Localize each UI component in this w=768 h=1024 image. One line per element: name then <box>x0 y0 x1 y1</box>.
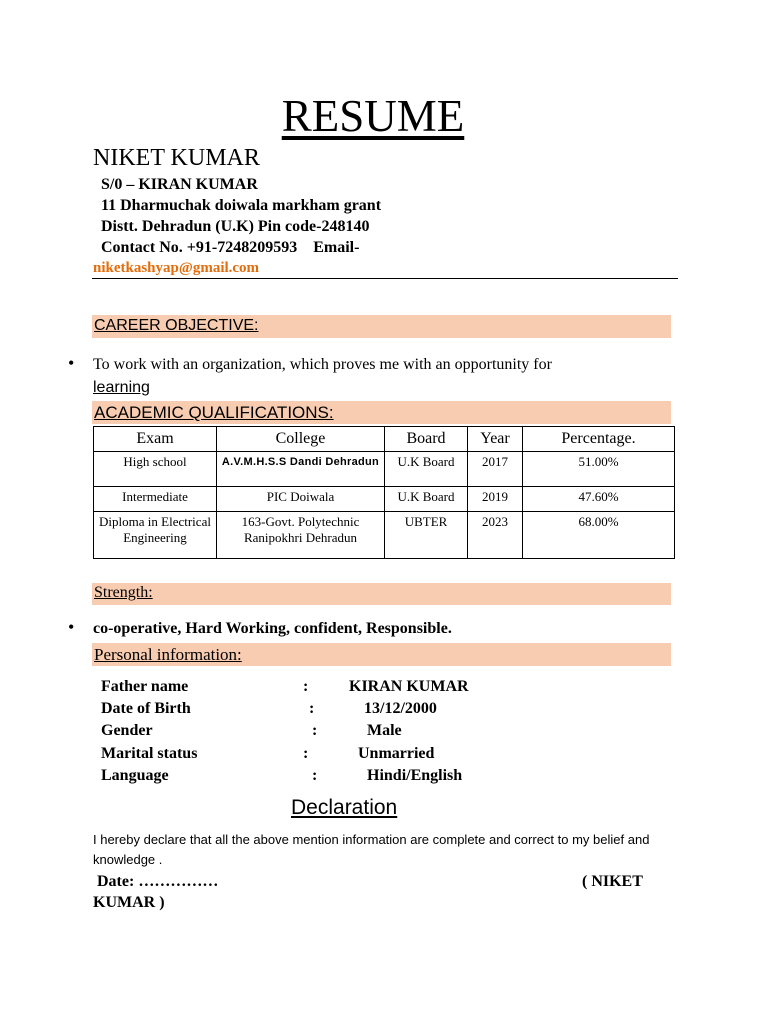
address-line-street: 11 Dharmuchak doiwala markham grant <box>101 197 382 214</box>
personal-band <box>92 643 671 666</box>
cell-exam: Intermediate <box>94 487 217 512</box>
personal-colon: : <box>303 745 309 762</box>
personal-value-dob: 13/12/2000 <box>364 700 437 717</box>
academic-band <box>92 401 671 424</box>
bullet-icon: • <box>68 353 75 373</box>
personal-colon: : <box>309 700 315 717</box>
academic-table <box>93 426 675 559</box>
strength-heading: Strength: <box>94 584 153 601</box>
cell-board: UBTER <box>385 512 468 559</box>
address-line-parent: S/0 – KIRAN KUMAR <box>101 176 258 193</box>
cell-year: 2017 <box>468 452 523 487</box>
career-objective-heading: CAREER OBJECTIVE: <box>94 317 259 334</box>
personal-value-father: KIRAN KUMAR <box>349 678 469 695</box>
personal-colon: : <box>312 722 318 739</box>
contact-line: Contact No. +91-7248209593 Email- <box>101 239 360 256</box>
cell-percentage: 47.60% <box>523 487 675 512</box>
table-header-row <box>94 427 675 452</box>
declaration-date: Date: …………… <box>97 873 219 890</box>
address-line-district: Distt. Dehradun (U.K) Pin code-248140 <box>101 218 370 235</box>
declaration-heading: Declaration <box>291 796 398 819</box>
header-divider <box>92 278 678 279</box>
signature-name-continued: KUMAR ) <box>93 894 165 911</box>
cell-board: U.K Board <box>385 487 468 512</box>
col-board: Board <box>385 427 468 452</box>
personal-value-marital: Unmarried <box>358 745 435 762</box>
personal-label-father: Father name <box>101 678 189 695</box>
personal-label-gender: Gender <box>101 722 153 739</box>
personal-label-marital: Marital status <box>101 745 198 762</box>
personal-label-dob: Date of Birth <box>101 700 191 717</box>
table-row <box>94 487 675 512</box>
cell-college: A.V.M.H.S.S Dandi Dehradun <box>217 452 385 487</box>
cell-percentage: 51.00% <box>523 452 675 487</box>
resume-title: RESUME <box>281 91 465 141</box>
personal-label-language: Language <box>101 767 169 784</box>
personal-colon: : <box>303 678 309 695</box>
academic-heading: ACADEMIC QUALIFICATIONS: <box>94 403 334 422</box>
cell-college: PIC Doiwala <box>217 487 385 512</box>
declaration-text: I hereby declare that all the above mention information are complete and correct to my belief and knowledge . <box>93 832 650 867</box>
cell-exam: High school <box>94 452 217 487</box>
col-exam: Exam <box>94 427 217 452</box>
cell-year: 2019 <box>468 487 523 512</box>
col-year: Year <box>468 427 523 452</box>
career-objective-band <box>92 315 671 338</box>
strength-band <box>92 583 671 605</box>
col-percentage: Percentage. <box>523 427 675 452</box>
candidate-name: NIKET KUMAR <box>93 145 260 171</box>
table-row <box>94 512 675 559</box>
personal-value-language: Hindi/English <box>367 767 463 784</box>
cell-percentage: 68.00% <box>523 512 675 559</box>
cell-board: U.K Board <box>385 452 468 487</box>
email-link[interactable]: niketkashyap@gmail.com <box>93 260 260 276</box>
personal-heading: Personal information: <box>94 645 242 664</box>
cell-year: 2023 <box>468 512 523 559</box>
bullet-icon: • <box>68 617 75 637</box>
cell-college: 163-Govt. Polytechnic Ranipokhri Dehradun <box>217 512 385 559</box>
strength-text: co-operative, Hard Working, confident, Responsible. <box>93 620 452 637</box>
personal-colon: : <box>312 767 318 784</box>
objective-text: To work with an organization, which proves me with an opportunity for <box>93 356 552 373</box>
col-college: College <box>217 427 385 452</box>
personal-value-gender: Male <box>367 722 402 739</box>
table-row <box>94 452 675 487</box>
objective-text-continued: learning <box>93 379 150 396</box>
signature-name: ( NIKET <box>582 873 643 890</box>
cell-exam: Diploma in Electrical Engineering <box>94 512 217 559</box>
